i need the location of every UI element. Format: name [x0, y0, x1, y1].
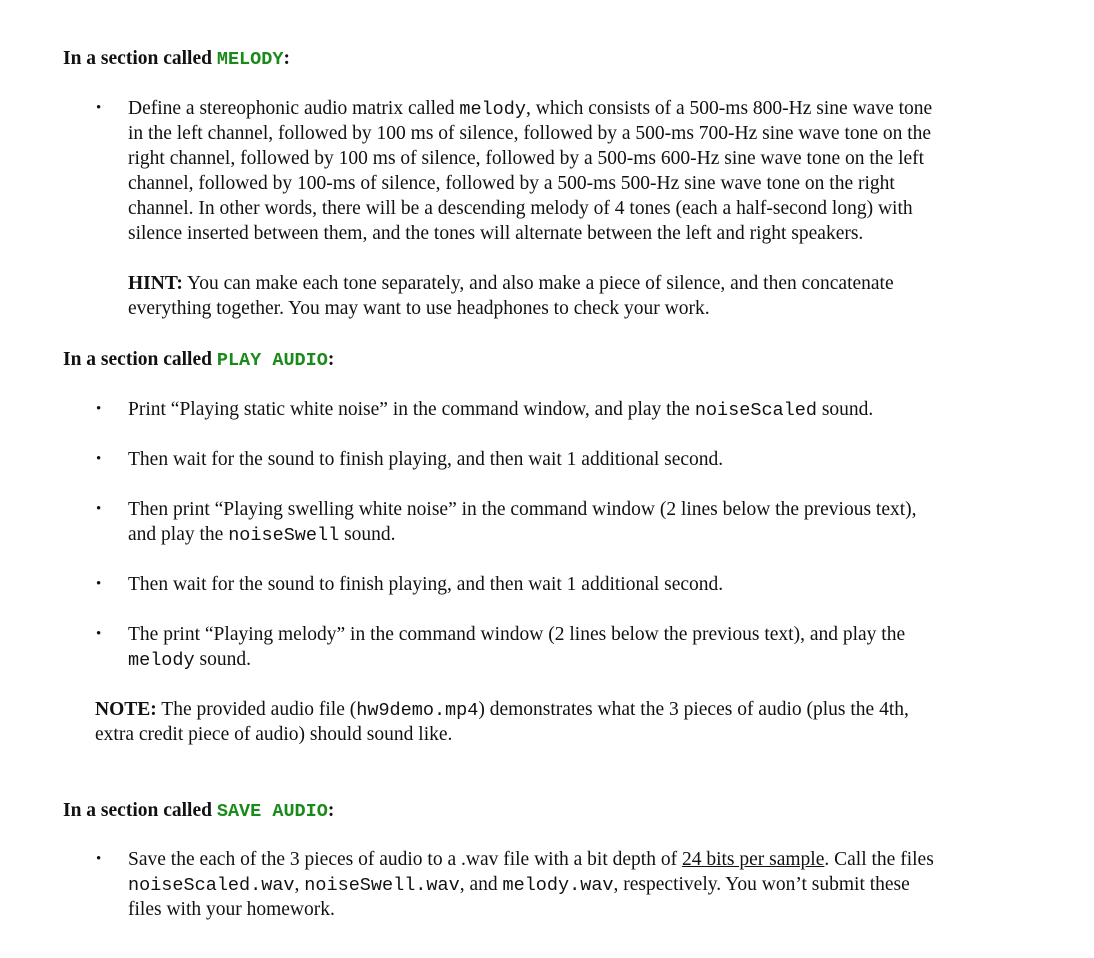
inline-code: melody [459, 99, 526, 120]
hint-label: HINT: [128, 273, 183, 294]
inline-code: noiseSwell.wav [304, 875, 460, 896]
inline-code: hw9demo.mp4 [356, 700, 479, 721]
paragraph-line: channel, followed by 100-ms of silence, followed by a 500-ms 500-Hz sine wave tone on the right [128, 173, 895, 194]
list-item: Save the each of the 3 pieces of audio to a .wav file with a bit depth of 24 bits per sample. Call the files [128, 849, 934, 870]
bullet-glyph: • [96, 451, 102, 467]
paragraph-line: right channel, followed by 100 ms of silence, followed by a 500-ms 600-Hz sine wave tone on the left [128, 148, 925, 169]
underlined-text: 24 bits per sample [681, 849, 825, 870]
inline-code: noiseSwell [228, 525, 340, 546]
bullet-glyph: • [96, 851, 102, 867]
section-name: PLAY AUDIO [216, 350, 328, 371]
hint-line: everything together. You may want to use headphones to check your work. [128, 298, 710, 319]
note-label: NOTE: [95, 699, 157, 720]
paragraph-line: channel. In other words, there will be a descending melody of 4 tones (each a half-second long) with [128, 198, 913, 219]
inline-code: noiseScaled.wav [128, 875, 295, 896]
section-name: SAVE AUDIO [216, 801, 328, 822]
section-heading-melody: In a section called MELODY: [63, 48, 290, 70]
inline-code: melody [128, 650, 195, 671]
list-item: Then print “Playing swelling white noise” in the command window (2 lines below the previous text), [128, 499, 917, 520]
inline-code: noiseScaled [694, 400, 817, 421]
note-line: extra credit piece of audio) should sound like. [95, 724, 453, 745]
bullet-glyph: • [96, 100, 102, 116]
bullet-glyph: • [96, 626, 102, 642]
bullet-glyph: • [96, 401, 102, 417]
note-line: NOTE: The provided audio file (hw9demo.mp4) demonstrates what the 3 pieces of audio (plus the 4th, [95, 699, 909, 721]
bullet-glyph: • [96, 501, 102, 517]
list-item: melody sound. [128, 649, 251, 671]
list-item: noiseScaled.wav, noiseSwell.wav, and melody.wav, respectively. You won’t submit these [128, 874, 910, 896]
section-heading-save-audio: In a section called SAVE AUDIO: [63, 800, 335, 822]
inline-code: melody.wav [502, 875, 614, 896]
section-heading-play-audio: In a section called PLAY AUDIO: [63, 349, 335, 371]
paragraph-line: in the left channel, followed by 100 ms of silence, followed by a 500-ms 700-Hz sine wave tone on the [128, 123, 932, 144]
list-item: files with your homework. [128, 899, 335, 920]
paragraph-line: Define a stereophonic audio matrix called melody, which consists of a 500-ms 800-Hz sine wave tone [128, 98, 933, 120]
bullet-glyph: • [96, 576, 102, 592]
list-item: Then wait for the sound to finish playing, and then wait 1 additional second. [128, 449, 724, 470]
list-item: Then wait for the sound to finish playing, and then wait 1 additional second. [128, 574, 724, 595]
paragraph-line: silence inserted between them, and the tones will alternate between the left and right speakers. [128, 223, 864, 244]
list-item: Print “Playing static white noise” in the command window, and play the noiseScaled sound. [128, 399, 874, 421]
list-item: and play the noiseSwell sound. [128, 524, 396, 546]
hint-line: HINT: You can make each tone separately, and also make a piece of silence, and then concatenate [128, 273, 894, 294]
list-item: The print “Playing melody” in the command window (2 lines below the previous text), and play the [128, 624, 906, 645]
section-name: MELODY [216, 49, 284, 70]
